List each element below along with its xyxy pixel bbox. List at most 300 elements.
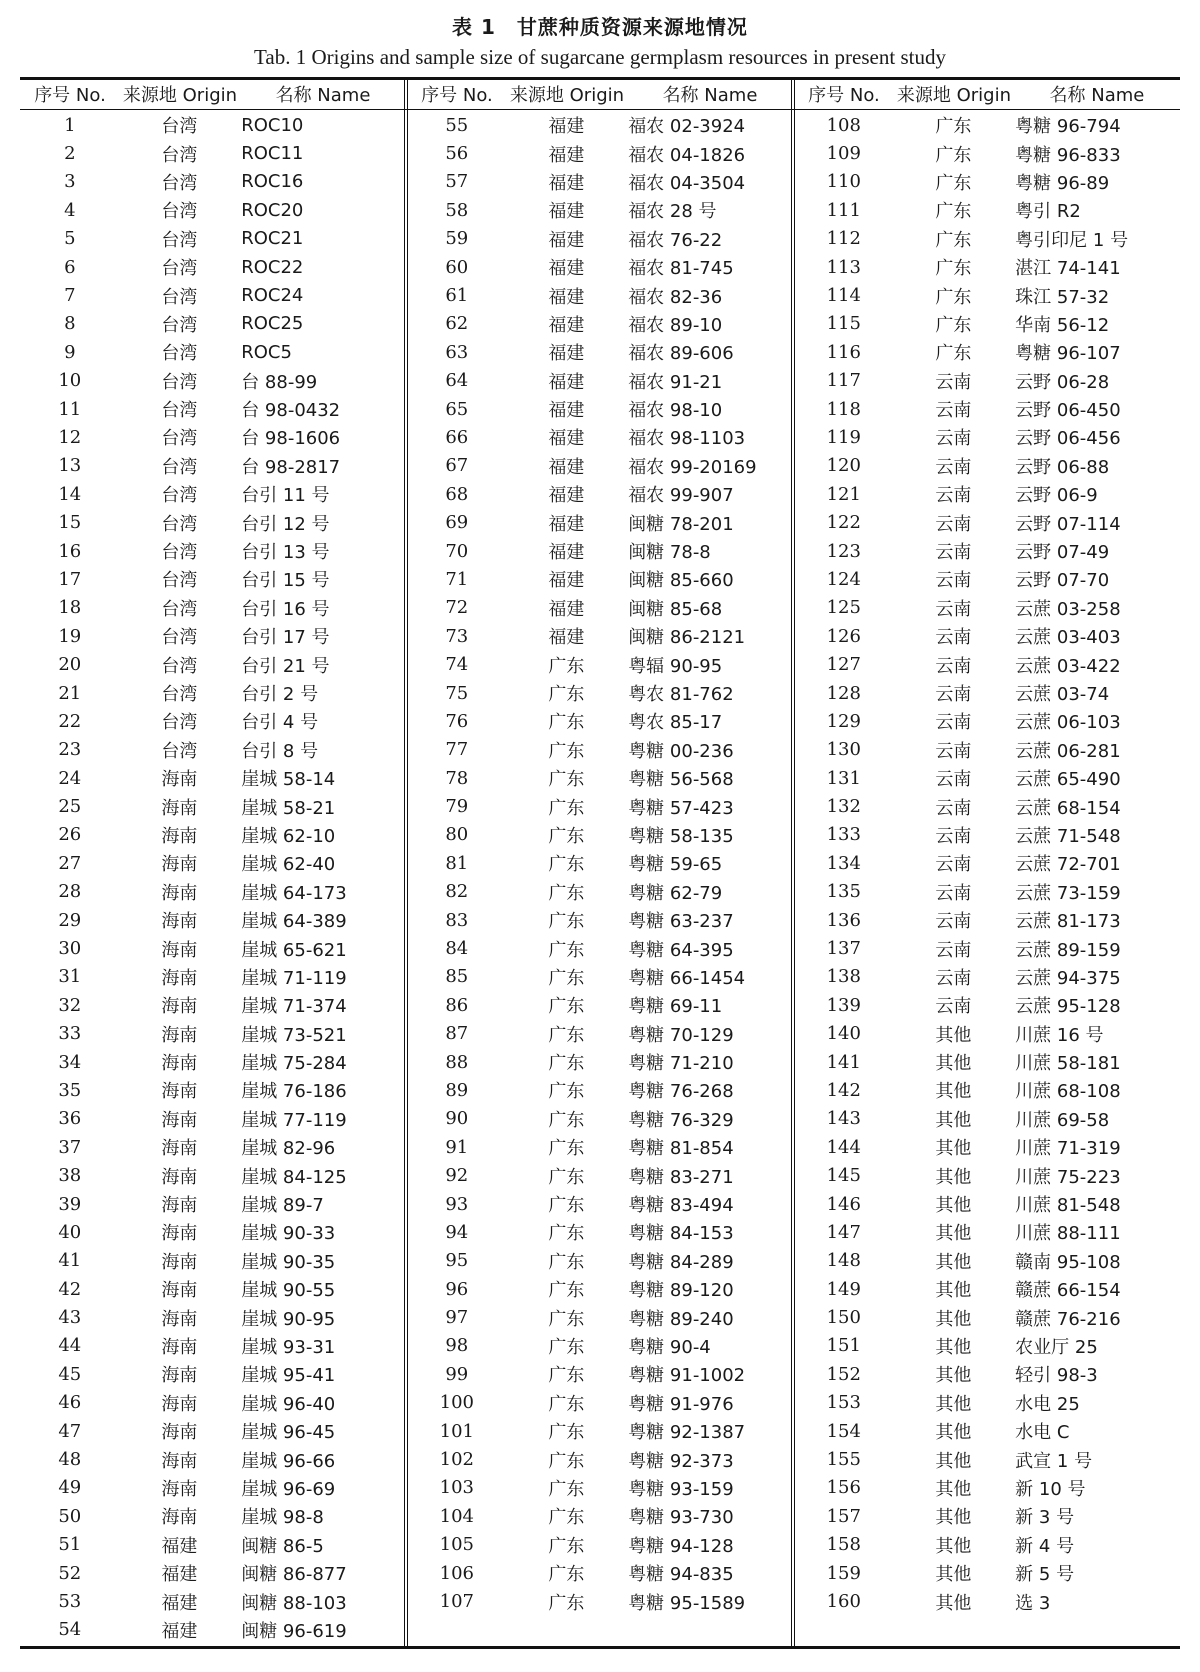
table-row	[20, 196, 407, 224]
cell-no: 79	[445, 796, 469, 818]
cell-name: 川蔗 69-58	[1015, 1109, 1110, 1131]
table-row	[794, 310, 1181, 338]
table-row	[20, 565, 407, 593]
table-row	[794, 821, 1181, 849]
cell-origin: 台湾	[161, 712, 198, 734]
cell-origin: 云南	[935, 627, 972, 649]
table-row	[20, 1502, 407, 1530]
cell-name: 粤糖 69-11	[628, 996, 723, 1018]
cell-origin: 台湾	[161, 258, 198, 280]
cell-name: 云蔗 71-548	[1015, 825, 1121, 847]
cell-origin: 云南	[935, 712, 972, 734]
cell-origin: 福建	[548, 570, 585, 592]
cell-name: 云蔗 03-422	[1015, 655, 1121, 677]
cell-no: 47	[58, 1420, 82, 1442]
cell-name: 云蔗 06-281	[1015, 740, 1121, 762]
cell-name: 云野 06-9	[1015, 485, 1098, 507]
cell-no: 78	[445, 767, 469, 789]
cell-name: 福农 98-1103	[628, 428, 746, 450]
table-row	[20, 764, 407, 792]
cell-no: 149	[826, 1278, 861, 1300]
germplasm-table	[20, 80, 1180, 1644]
cell-origin: 台湾	[161, 229, 198, 251]
cell-no: 127	[826, 654, 861, 676]
cell-name: 粤糖 70-129	[628, 1024, 734, 1046]
cell-name: 云蔗 03-74	[1015, 684, 1110, 705]
header-name: 名称 Name	[662, 85, 758, 106]
cell-name: 新 10 号	[1015, 1478, 1086, 1500]
cell-name: 崖城 77-119	[241, 1109, 347, 1131]
cell-name: 台引 21 号	[241, 655, 330, 677]
cell-name: 粤糖 83-271	[628, 1166, 734, 1188]
table-row	[794, 963, 1181, 991]
table-row	[794, 1190, 1181, 1218]
table-row	[407, 878, 794, 906]
table-row	[794, 849, 1181, 877]
cell-origin: 台湾	[161, 627, 198, 649]
table-row	[20, 963, 407, 991]
cell-origin: 广东	[548, 1081, 585, 1103]
table-row	[20, 650, 407, 678]
table-row	[794, 1076, 1181, 1104]
cell-origin: 云南	[935, 542, 972, 564]
cell-origin: 福建	[548, 400, 585, 422]
cell-no: 14	[58, 483, 82, 505]
cell-name: 粤糖 76-329	[628, 1109, 734, 1131]
table-row	[407, 1161, 794, 1189]
table-row	[794, 1445, 1181, 1473]
cell-name: 福农 76-22	[628, 229, 723, 251]
cell-name: 崖城 96-40	[241, 1393, 336, 1415]
cell-name: 崖城 96-69	[241, 1478, 336, 1500]
cell-no: 106	[439, 1562, 474, 1584]
cell-origin: 海南	[161, 882, 198, 904]
cell-no: 51	[58, 1534, 82, 1556]
cell-name: 粤糖 96-107	[1015, 343, 1121, 365]
table-row	[20, 1417, 407, 1445]
table-row	[20, 423, 407, 451]
cell-no: 11	[58, 398, 82, 420]
cell-origin: 云南	[935, 598, 972, 620]
cell-origin: 云南	[935, 882, 972, 904]
cell-origin: 广东	[548, 939, 585, 961]
table-row	[794, 1531, 1181, 1559]
cell-origin: 海南	[161, 1308, 198, 1330]
cell-name: 粤糖 92-1387	[628, 1422, 746, 1444]
table-row	[20, 395, 407, 423]
table-row	[794, 1587, 1181, 1615]
cell-origin: 海南	[161, 1195, 198, 1217]
cell-origin: 云南	[935, 911, 972, 933]
cell-origin: 广东	[548, 1138, 585, 1160]
cell-name: 粤糖 91-976	[628, 1393, 734, 1415]
header-name: 名称 Name	[1049, 85, 1145, 106]
cell-origin: 台湾	[161, 655, 198, 677]
table-row	[407, 508, 794, 536]
cell-no: 19	[58, 625, 82, 647]
cell-origin: 广东	[548, 1478, 585, 1500]
cell-name: 粤糖 63-237	[628, 911, 734, 933]
table-row	[794, 878, 1181, 906]
table-row	[20, 1020, 407, 1048]
cell-no: 114	[826, 285, 861, 307]
cell-origin: 云南	[935, 428, 972, 450]
cell-origin: 云南	[935, 996, 972, 1018]
cell-no: 36	[58, 1108, 82, 1130]
cell-origin: 广东	[548, 1195, 585, 1217]
cell-no: 69	[445, 512, 469, 534]
cell-origin: 广东	[935, 229, 972, 251]
cell-origin: 云南	[935, 456, 972, 478]
table-row	[407, 991, 794, 1019]
cell-origin: 广东	[548, 1053, 585, 1075]
cell-origin: 广东	[548, 1024, 585, 1046]
table-row	[794, 1275, 1181, 1303]
cell-no: 64	[445, 370, 469, 392]
table-row	[794, 1502, 1181, 1530]
cell-name: 台引 17 号	[241, 627, 330, 649]
cell-name: 川蔗 68-108	[1015, 1081, 1121, 1103]
cell-name: 粤糖 96-794	[1015, 116, 1121, 138]
cell-no: 58	[445, 199, 469, 221]
cell-origin: 海南	[161, 1166, 198, 1188]
table-row	[407, 225, 794, 253]
cell-origin: 福建	[548, 456, 585, 478]
table-row	[20, 281, 407, 309]
cell-origin: 广东	[548, 854, 585, 876]
cell-no: 80	[445, 824, 469, 846]
cell-no: 140	[826, 1023, 861, 1045]
cell-name: 粤糖 89-240	[628, 1308, 734, 1330]
table-row	[407, 480, 794, 508]
cell-name: 闽糖 96-619	[241, 1620, 347, 1642]
table-row	[407, 1190, 794, 1218]
cell-no: 40	[58, 1221, 82, 1243]
cell-name: 川蔗 75-223	[1015, 1166, 1121, 1188]
cell-no: 63	[445, 341, 469, 363]
cell-origin: 台湾	[161, 172, 198, 194]
cell-no: 68	[445, 483, 469, 505]
cell-no: 26	[58, 824, 82, 846]
cell-origin: 广东	[548, 1422, 585, 1444]
table-row	[794, 1218, 1181, 1246]
cell-no: 124	[826, 568, 861, 590]
cell-origin: 广东	[935, 343, 972, 365]
cell-no: 152	[826, 1363, 861, 1385]
cell-origin: 云南	[935, 513, 972, 535]
cell-origin: 广东	[548, 655, 585, 677]
cell-no: 61	[445, 285, 469, 307]
cell-no: 55	[445, 114, 469, 136]
table-row	[20, 1474, 407, 1502]
cell-no: 126	[826, 625, 861, 647]
cell-origin: 其他	[935, 1507, 972, 1529]
cell-no: 147	[826, 1221, 861, 1243]
cell-no: 25	[58, 796, 82, 818]
cell-name: 云蔗 89-159	[1015, 939, 1121, 961]
table-row	[407, 1133, 794, 1161]
table-row	[407, 338, 794, 366]
cell-origin: 福建	[548, 343, 585, 365]
cell-origin: 其他	[935, 1564, 972, 1586]
table-row	[20, 1445, 407, 1473]
cell-name: 福农 82-36	[628, 286, 723, 308]
cell-origin: 广东	[548, 769, 585, 791]
table-row	[407, 650, 794, 678]
table-row	[407, 1332, 794, 1360]
cell-no: 70	[445, 540, 469, 562]
table-row	[794, 452, 1181, 480]
table-row	[794, 565, 1181, 593]
cell-no: 97	[445, 1307, 469, 1329]
cell-origin: 海南	[161, 911, 198, 933]
cell-no: 81	[445, 852, 469, 874]
cell-no: 4	[64, 199, 76, 221]
cell-origin: 广东	[548, 1251, 585, 1273]
cell-no: 49	[58, 1477, 82, 1499]
table-row	[20, 1587, 407, 1615]
cell-name: 水电 C	[1015, 1422, 1070, 1444]
table-row	[794, 707, 1181, 735]
cell-no: 60	[445, 256, 469, 278]
table-row	[794, 764, 1181, 792]
cell-origin: 其他	[935, 1592, 972, 1614]
table-row	[407, 565, 794, 593]
cell-origin: 云南	[935, 740, 972, 762]
cell-no: 90	[445, 1108, 469, 1130]
cell-no: 22	[58, 710, 82, 732]
cell-name: 闽糖 86-5	[241, 1535, 324, 1557]
table-row	[407, 594, 794, 622]
cell-no: 29	[58, 909, 82, 931]
cell-origin: 台湾	[161, 400, 198, 422]
table-row	[407, 1247, 794, 1275]
table-title-chinese: 表 1 甘蔗种质资源来源地情况	[452, 15, 748, 39]
cell-origin: 福建	[548, 116, 585, 138]
cell-name: 粤糖 00-236	[628, 740, 734, 762]
cell-no: 158	[826, 1534, 861, 1556]
cell-no: 1	[64, 114, 76, 136]
cell-origin: 台湾	[161, 201, 198, 223]
cell-origin: 福建	[548, 627, 585, 649]
cell-name: 湛江 74-141	[1015, 258, 1121, 280]
cell-origin: 广东	[935, 258, 972, 280]
cell-name: 崖城 64-173	[241, 882, 347, 904]
header-no: 序号 No.	[34, 85, 106, 106]
cell-name: ROC25	[241, 313, 304, 335]
table-row	[20, 168, 407, 196]
cell-name: 闽糖 78-8	[628, 542, 711, 564]
cell-no: 28	[58, 881, 82, 903]
cell-name: 粤糖 66-1454	[628, 967, 746, 989]
cell-name: 崖城 71-374	[241, 996, 347, 1018]
cell-name: 新 5 号	[1015, 1564, 1075, 1586]
cell-origin: 福建	[548, 144, 585, 166]
table-header	[407, 80, 794, 108]
cell-name: 粤糖 94-835	[628, 1564, 734, 1586]
table-row	[407, 367, 794, 395]
cell-name: 福农 02-3924	[628, 116, 746, 138]
cell-origin: 其他	[935, 1450, 972, 1472]
cell-name: 粤糖 83-494	[628, 1195, 734, 1217]
cell-name: ROC24	[241, 285, 304, 307]
cell-name: 川蔗 88-111	[1015, 1223, 1121, 1245]
table-row	[794, 225, 1181, 253]
table-row	[407, 792, 794, 820]
cell-no: 116	[826, 341, 861, 363]
table-row	[20, 849, 407, 877]
cell-no: 130	[826, 739, 861, 761]
cell-no: 20	[58, 654, 82, 676]
cell-no: 37	[58, 1136, 82, 1158]
table-row	[794, 1360, 1181, 1388]
cell-name: 云蔗 72-701	[1015, 854, 1121, 876]
cell-origin: 云南	[935, 684, 972, 705]
cell-origin: 台湾	[161, 485, 198, 507]
cell-origin: 广东	[548, 1450, 585, 1472]
cell-origin: 云南	[935, 371, 972, 393]
cell-origin: 其他	[935, 1109, 972, 1131]
cell-name: 云野 07-114	[1015, 513, 1121, 535]
cell-no: 39	[58, 1193, 82, 1215]
table-row	[20, 1133, 407, 1161]
cell-no: 76	[445, 710, 469, 732]
cell-name: 台 98-2817	[241, 456, 341, 478]
cell-origin: 云南	[935, 967, 972, 989]
cell-name: 云蔗 06-103	[1015, 712, 1121, 734]
table-row	[407, 707, 794, 735]
table-row	[794, 1474, 1181, 1502]
cell-no: 135	[826, 881, 861, 903]
table-row	[20, 1076, 407, 1104]
cell-no: 141	[826, 1051, 861, 1073]
cell-name: 云蔗 03-258	[1015, 598, 1121, 620]
cell-no: 156	[826, 1477, 861, 1499]
cell-no: 105	[439, 1534, 474, 1556]
cell-no: 56	[445, 143, 469, 165]
cell-origin: 台湾	[161, 371, 198, 393]
table-row	[20, 1559, 407, 1587]
cell-name: 闽糖 78-201	[628, 513, 734, 535]
cell-name: ROC16	[241, 171, 304, 193]
table-row	[407, 139, 794, 167]
table-row	[20, 1190, 407, 1218]
cell-name: 崖城 90-33	[241, 1223, 336, 1245]
table-row	[20, 1105, 407, 1133]
cell-name: 崖城 58-14	[241, 769, 336, 791]
cell-no: 139	[826, 994, 861, 1016]
table-row	[407, 395, 794, 423]
cell-origin: 台湾	[161, 456, 198, 478]
cell-no: 99	[445, 1363, 469, 1385]
table-panel-1	[20, 80, 407, 1644]
cell-name: 云蔗 95-128	[1015, 996, 1121, 1018]
cell-no: 150	[826, 1307, 861, 1329]
table-row	[407, 281, 794, 309]
header-origin: 来源地 Origin	[122, 85, 238, 106]
cell-origin: 广东	[548, 967, 585, 989]
cell-no: 115	[826, 313, 861, 335]
cell-name: 台引 11 号	[241, 485, 330, 507]
cell-name: 崖城 65-621	[241, 939, 347, 961]
cell-name: 台 98-0432	[241, 400, 341, 422]
table-row	[407, 764, 794, 792]
table-bottom-rule	[20, 1646, 1180, 1649]
table-row	[20, 1161, 407, 1189]
cell-name: 云蔗 65-490	[1015, 769, 1121, 791]
table-row	[794, 1303, 1181, 1331]
cell-no: 91	[445, 1136, 469, 1158]
table-row	[407, 736, 794, 764]
cell-no: 59	[445, 228, 469, 250]
cell-no: 24	[58, 767, 82, 789]
cell-origin: 云南	[935, 485, 972, 507]
cell-no: 67	[445, 455, 469, 477]
table-row	[794, 1332, 1181, 1360]
table-row	[794, 736, 1181, 764]
cell-no: 48	[58, 1449, 82, 1471]
cell-origin: 其他	[935, 1393, 972, 1415]
cell-name: 粤糖 84-289	[628, 1251, 734, 1273]
cell-origin: 广东	[548, 1535, 585, 1557]
cell-origin: 台湾	[161, 740, 198, 762]
cell-origin: 广东	[548, 1223, 585, 1245]
table-row	[407, 622, 794, 650]
cell-origin: 其他	[935, 1081, 972, 1103]
table-row	[794, 480, 1181, 508]
cell-name: 川蔗 81-548	[1015, 1195, 1121, 1217]
cell-no: 87	[445, 1023, 469, 1045]
cell-no: 54	[58, 1619, 82, 1641]
cell-name: 粤辐 90-95	[628, 655, 723, 677]
table-row	[20, 1048, 407, 1076]
cell-no: 153	[826, 1392, 861, 1414]
cell-name: 农业厅 25	[1015, 1336, 1098, 1358]
cell-no: 9	[64, 341, 76, 363]
cell-origin: 台湾	[161, 286, 198, 308]
cell-no: 46	[58, 1392, 82, 1414]
cell-name: 粤糖 89-120	[628, 1280, 734, 1302]
cell-origin: 福建	[548, 598, 585, 620]
cell-name: 福农 81-745	[628, 258, 734, 280]
cell-origin: 福建	[548, 201, 585, 223]
cell-no: 133	[826, 824, 861, 846]
cell-no: 84	[445, 938, 469, 960]
cell-no: 27	[58, 852, 82, 874]
table-row	[407, 1076, 794, 1104]
cell-no: 131	[826, 767, 861, 789]
table-row	[20, 253, 407, 281]
cell-no: 155	[826, 1449, 861, 1471]
cell-origin: 其他	[935, 1053, 972, 1075]
cell-origin: 广东	[935, 201, 972, 223]
table-panel-3	[794, 80, 1181, 1644]
cell-no: 50	[58, 1505, 82, 1527]
cell-no: 107	[439, 1591, 474, 1612]
table-row	[794, 1389, 1181, 1417]
cell-name: 福农 99-20169	[628, 456, 757, 478]
table-row	[794, 423, 1181, 451]
cell-origin: 广东	[935, 144, 972, 166]
cell-no: 65	[445, 398, 469, 420]
cell-name: 粤糖 56-568	[628, 769, 734, 791]
cell-name: 闽糖 88-103	[241, 1592, 347, 1614]
cell-no: 32	[58, 994, 82, 1016]
cell-no: 122	[826, 512, 861, 534]
cell-no: 151	[826, 1335, 861, 1357]
cell-name: 福农 04-1826	[628, 144, 746, 166]
cell-no: 125	[826, 597, 861, 619]
